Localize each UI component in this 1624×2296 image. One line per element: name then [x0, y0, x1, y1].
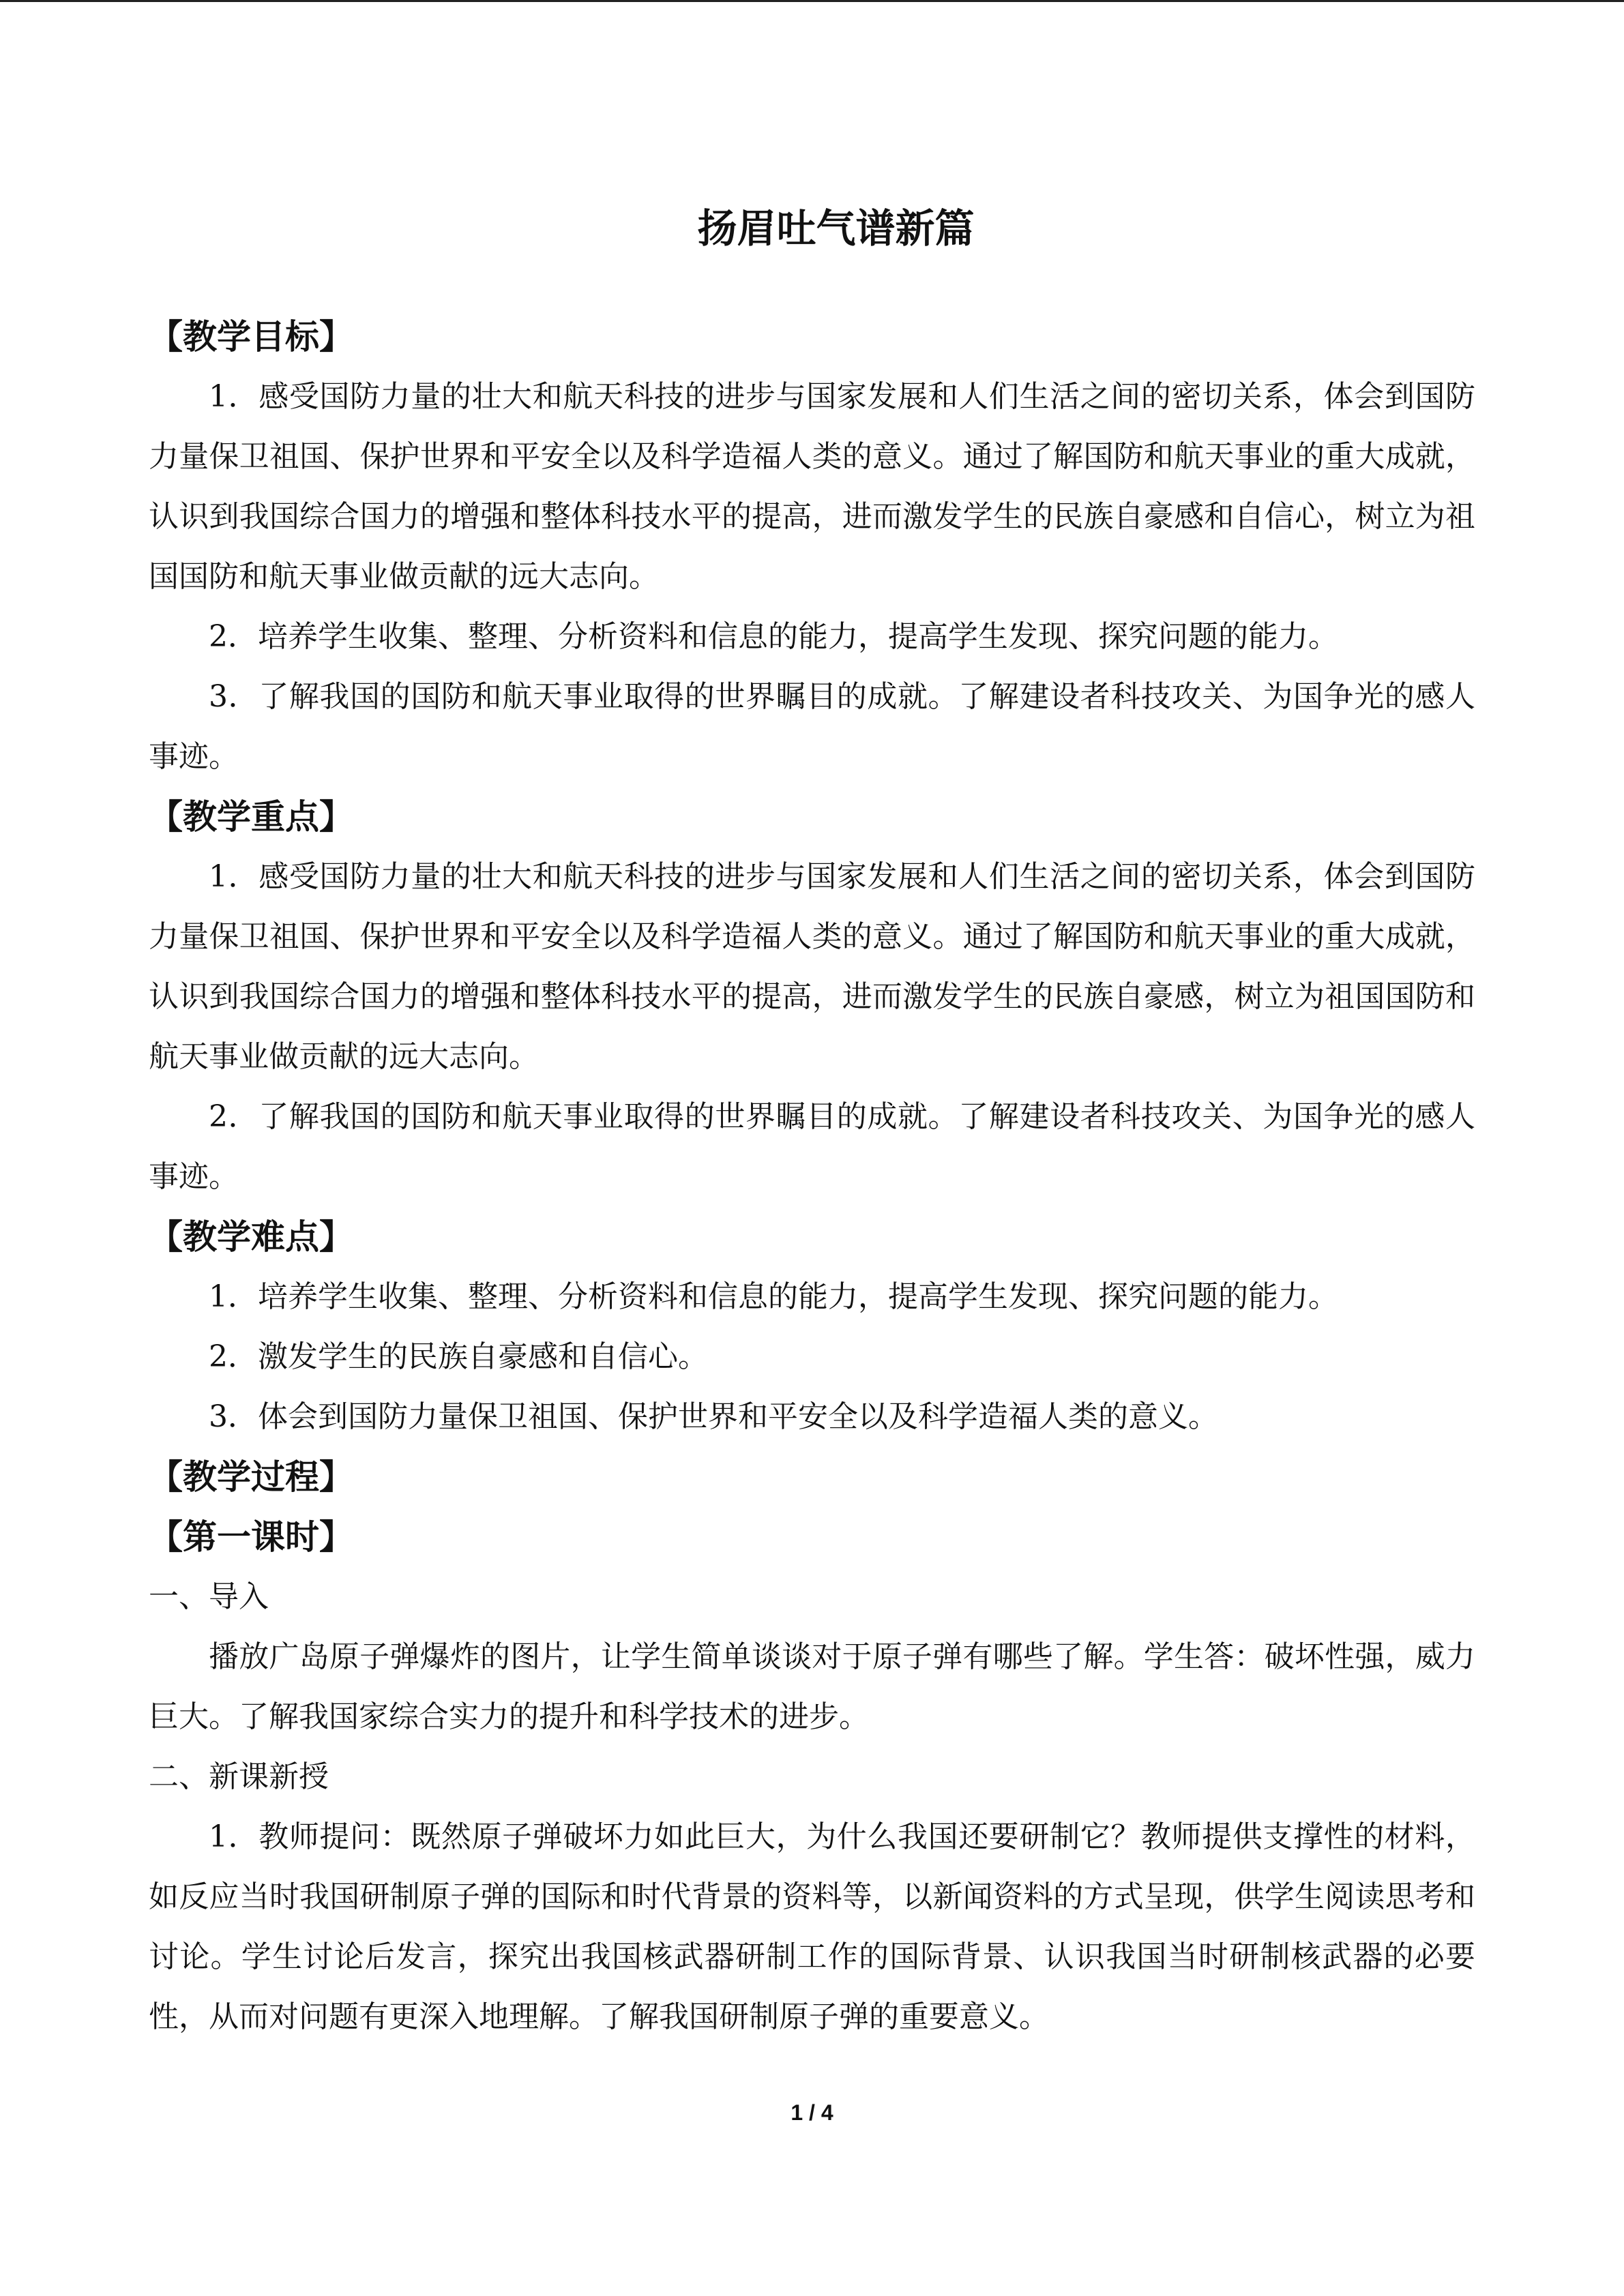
section-process — [149, 1447, 1475, 2047]
document-title: 扬眉吐气谱新篇 — [697, 205, 975, 252]
page-number: 1 / 4 — [791, 2100, 833, 2125]
lesson-heading: 【第一课时】 — [149, 1517, 353, 1557]
key-point-item: 2．了解我国的国防和航天事业取得的世界瞩目的成就。了解建设者科技攻关、为国争光的感人事迹。 — [149, 1099, 1475, 1194]
new-lesson-text: 1．教师提问：既然原子弹破坏力如此巨大，为什么我国还要研制它？教师提供支撑性的材料，如反应当时我国研制原子弹的国际和时代背景的资料等，以新闻资料的方式呈现，供学生阅读思考和讨论。学生讨论后发言，探究出我国核武器研制工作的国际背景、认识我国当时研制核武器的必要性，从而对问题有更深入地理解。了解我国研制原子弹的重要意义。 — [149, 1819, 1475, 2034]
section-key-points — [149, 787, 1475, 1207]
objectives-heading: 【教学目标】 — [149, 317, 353, 357]
objective-item: 2．培养学生收集、整理、分析资料和信息的能力，提高学生发现、探究问题的能力。 — [209, 619, 1338, 654]
key-points-heading: 【教学重点】 — [149, 797, 353, 837]
difficulty-item: 3．体会到国防力量保卫祖国、保护世界和平安全以及科学造福人类的意义。 — [209, 1399, 1218, 1434]
difficulty-item: 2．激发学生的民族自豪感和自信心。 — [209, 1339, 708, 1374]
section-difficulties — [149, 1207, 1475, 1447]
objective-item: 1．感受国防力量的壮大和航天科技的进步与国家发展和人们生活之间的密切关系，体会到国防力量保卫祖国、保护世界和平安全以及科学造福人类的意义。通过了解国防和航天事业的重大成就，认识到我国综合国力的增强和整体科技水平的提高，进而激发学生的民族自豪感和自信心，树立为祖国国防和航天事业做贡献的远大志向。 — [149, 379, 1475, 594]
section-objectives — [149, 307, 1475, 787]
intro-text: 播放广岛原子弹爆炸的图片，让学生简单谈谈对于原子弹有哪些了解。学生答：破坏性强，威力巨大。了解我国家综合实力的提升和科学技术的进步。 — [149, 1639, 1475, 1734]
intro-label: 一、导入 — [149, 1579, 269, 1614]
top-border-line — [0, 0, 1624, 2]
difficulties-heading: 【教学难点】 — [149, 1217, 353, 1257]
new-lesson-label: 二、新课新授 — [149, 1759, 329, 1794]
key-point-item: 1．感受国防力量的壮大和航天科技的进步与国家发展和人们生活之间的密切关系，体会到国防力量保卫祖国、保护世界和平安全以及科学造福人类的意义。通过了解国防和航天事业的重大成就，认识到我国综合国力的增强和整体科技水平的提高，进而激发学生的民族自豪感，树立为祖国国防和航天事业做贡献的远大志向。 — [149, 859, 1475, 1074]
document-page — [149, 198, 1475, 2047]
objective-item: 3．了解我国的国防和航天事业取得的世界瞩目的成就。了解建设者科技攻关、为国争光的感人事迹。 — [149, 679, 1475, 774]
difficulty-item: 1．培养学生收集、整理、分析资料和信息的能力，提高学生发现、探究问题的能力。 — [209, 1279, 1338, 1314]
process-heading: 【教学过程】 — [149, 1457, 353, 1497]
